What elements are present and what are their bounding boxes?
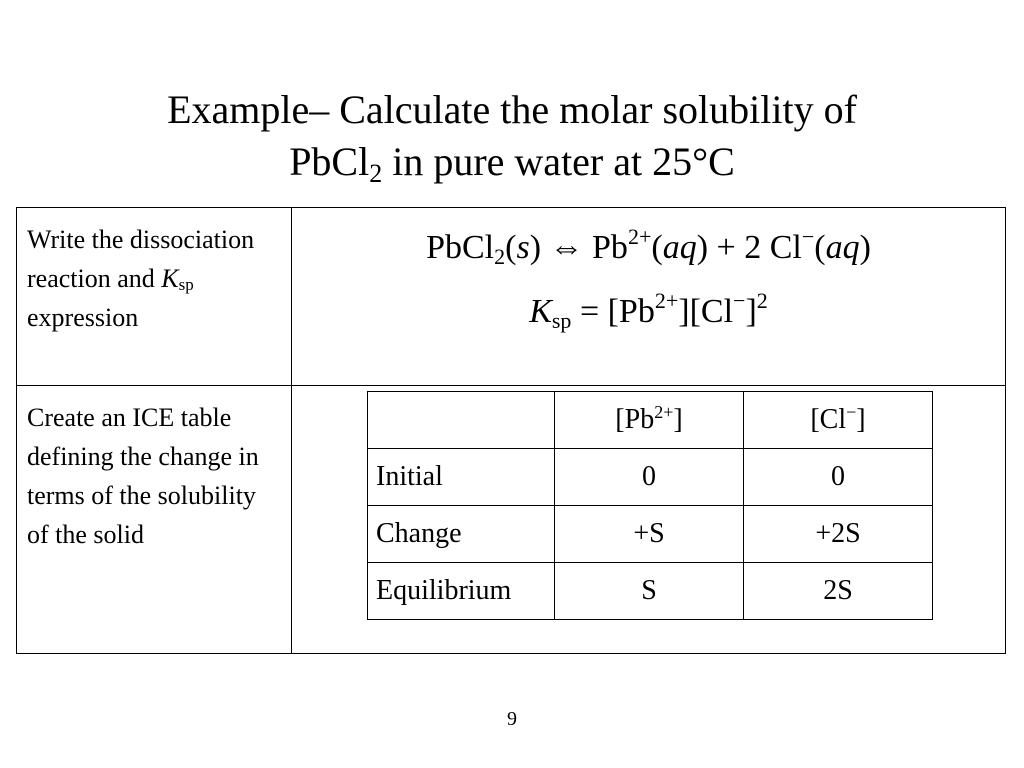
paren: ( <box>505 229 517 266</box>
slide-number: 9 <box>507 708 517 730</box>
title-line-2 <box>0 136 1024 188</box>
ice-cell <box>292 386 1006 654</box>
title-formula: PbCl <box>289 139 370 184</box>
product-lead: Pb <box>583 229 628 266</box>
title-formula-subscript: 2 <box>369 159 383 188</box>
ice-header-row <box>368 392 933 449</box>
ksp-expression <box>292 288 1005 333</box>
state-aqueous: aq <box>662 229 697 266</box>
header-text: [Pb <box>615 404 655 436</box>
header-text: [Cl <box>810 404 847 436</box>
header-text: ] <box>673 404 683 436</box>
ice-header-lead <box>555 392 744 449</box>
ice-header-chloride <box>744 392 933 449</box>
state-aqueous: aq <box>825 229 860 266</box>
paren: ( <box>651 229 663 266</box>
ksp-part: ][Cl <box>678 293 734 330</box>
ice-cell-lead: +S <box>555 506 744 563</box>
ice-row-initial <box>368 449 933 506</box>
ice-row-label: Change <box>368 506 555 563</box>
ice-row-label: Equilibrium <box>368 563 555 620</box>
equations <box>292 208 1005 332</box>
chloride-charge: − <box>846 402 857 423</box>
k-subscript: sp <box>551 308 572 333</box>
reactant-subscript: 2 <box>494 244 506 269</box>
chloride-charge: − <box>801 224 815 249</box>
ksp-part: ] <box>745 293 757 330</box>
ice-cell-chloride: +2S <box>744 506 933 563</box>
lead-charge: 2+ <box>654 402 674 423</box>
equilibrium-arrow-icon: ⇔ <box>549 229 584 266</box>
k-symbol: K <box>529 293 552 330</box>
title-rest: in pure water at 25°C <box>382 139 735 184</box>
step-label-dissociation <box>17 208 291 337</box>
step-row-ice <box>17 386 1006 654</box>
k-symbol: K <box>161 264 179 293</box>
dissociation-equation <box>292 224 1005 269</box>
paren: ) <box>696 229 709 266</box>
paren: ) <box>529 229 542 266</box>
ice-cell-lead: S <box>555 563 744 620</box>
step-label-text-end: expression <box>27 303 139 332</box>
reactant: PbCl <box>426 229 495 266</box>
ice-cell-lead: 0 <box>555 449 744 506</box>
step-row-dissociation <box>17 208 1006 386</box>
chloride-charge: − <box>733 288 746 313</box>
header-text: ] <box>856 404 866 436</box>
k-subscript: sp <box>178 275 194 294</box>
equations-cell <box>292 208 1006 386</box>
title-line-1: Example– Calculate the molar solubility of <box>167 87 857 132</box>
step-label-ice: Create an ICE table defining the change in terms of the solubility of the solid <box>27 403 259 550</box>
exponent: 2 <box>756 288 768 313</box>
ice-table <box>367 391 933 620</box>
lead-charge: 2+ <box>654 288 679 313</box>
step-label-cell <box>17 208 292 386</box>
ice-row-label: Initial <box>368 449 555 506</box>
ksp-part: = [Pb <box>571 293 655 330</box>
ice-cell-chloride: 0 <box>744 449 933 506</box>
paren: ) <box>859 229 871 266</box>
step-label-cell <box>17 386 292 654</box>
paren: ( <box>814 229 826 266</box>
steps-table <box>16 207 1006 654</box>
state-solid: s <box>516 229 530 266</box>
ice-header-empty <box>368 392 555 449</box>
product-chloride: + 2 Cl <box>708 229 802 266</box>
step-label-text: Write the dissociation reaction and <box>27 225 255 293</box>
ice-row-equilibrium <box>368 563 933 620</box>
ice-row-change <box>368 506 933 563</box>
ice-cell-chloride: 2S <box>744 563 933 620</box>
lead-charge: 2+ <box>627 224 652 249</box>
slide-title <box>0 84 1024 188</box>
